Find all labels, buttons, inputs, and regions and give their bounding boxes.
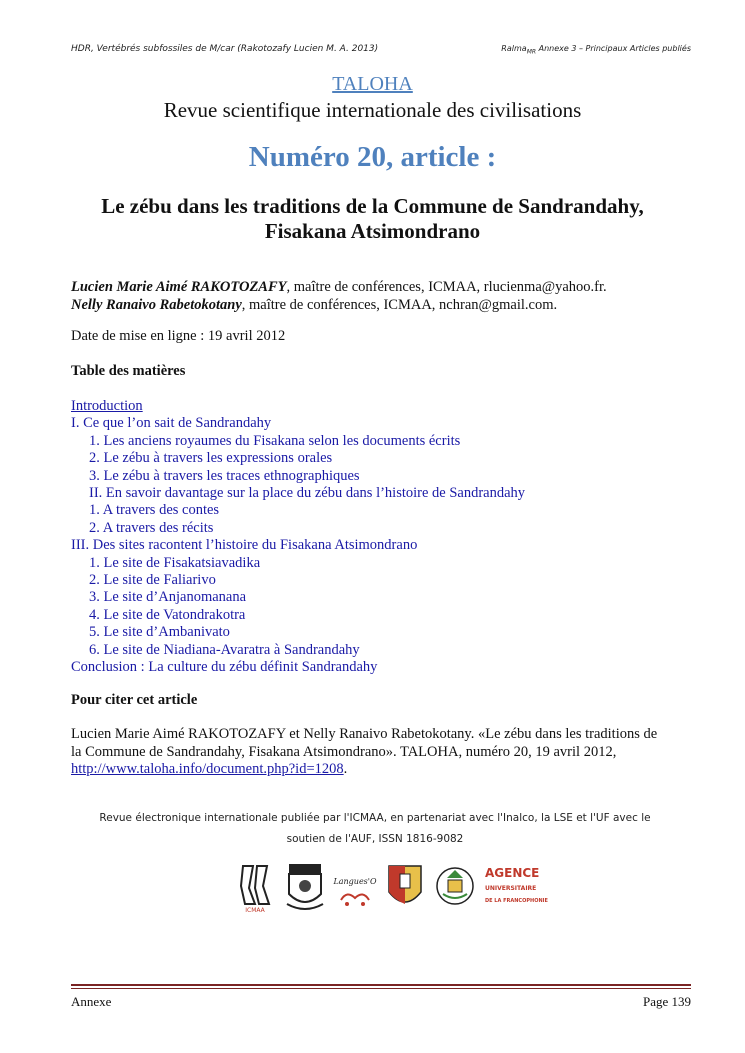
authors [71, 278, 691, 314]
toc-item[interactable]: 1. Les anciens royaumes du Fisakana selon les documents écrits [89, 432, 461, 449]
article-title: Le zébu dans les traditions de la Commune de Sandrandahy, Fisakana Atsimondrano [101, 194, 644, 243]
toc-item[interactable]: II. En savoir davantage sur la place du zébu dans l’histoire de Sandrandahy [89, 485, 526, 502]
svg-text:UNIVERSITAIRE: UNIVERSITAIRE [485, 885, 537, 892]
toc-item[interactable]: 2. Le zébu à travers les expressions orales [89, 450, 333, 467]
toc-item[interactable]: 2. Le site de Faliarivo [89, 572, 216, 589]
university-crest-logo [283, 860, 327, 914]
publication-date: Date de mise en ligne : 19 avril 2012 [71, 328, 286, 344]
svg-text:Langues'O: Langues'O [333, 877, 377, 886]
publisher-note: Revue électronique internationale publiée par l'ICMAA, en partenariat avec l'Inalco, la LSE et l'UF avec le soutien de l'AUF, ISSN 1816-9082 [99, 812, 651, 845]
emblem-logo [433, 860, 477, 914]
auf-logo [483, 860, 548, 914]
shield-logo [383, 860, 427, 914]
author-2: Nelly Ranaivo Rabetokotany, maître de conférences, ICMAA, nchran@gmail.com. [71, 297, 558, 313]
toc-item[interactable]: 3. Le site d’Anjanomanana [89, 589, 247, 606]
running-header-left: HDR, Vertébrés subfossiles de M/car (Rakotozafy Lucien M. A. 2013) [71, 44, 379, 54]
toc-item[interactable]: III. Des sites racontent l’histoire du Fisakana Atsimondrano [71, 537, 418, 554]
toc-item-conclusion[interactable]: Conclusion : La culture du zébu définit Sandrandahy [71, 659, 378, 676]
journal-name[interactable]: TALOHA [332, 73, 413, 95]
toc-item[interactable]: 6. Le site de Niadiana-Avaratra à Sandrandahy [89, 641, 360, 658]
langues-o-logo [333, 860, 377, 914]
toc-heading: Table des matières [71, 363, 186, 379]
svg-text:AGENCE: AGENCE [485, 866, 540, 880]
citation-text: Lucien Marie Aimé RAKOTOZAFY et Nelly Ranaivo Rabetokotany. «Le zébu dans les traditions de la Commune de Sandrandahy, Fisakana Atsimondrano». TALOHA, numéro 20, 19 avril 2012, http://www.taloha.info/document.php?id=1208. [71, 726, 658, 777]
citation-link[interactable]: http://www.taloha.info/document.php?id=1208 [71, 761, 344, 777]
issue-heading: Numéro 20, article : [248, 141, 497, 173]
svg-text:DE LA FRANCOPHONIE: DE LA FRANCOPHONIE [485, 898, 548, 904]
svg-text:ICMAA: ICMAA [245, 907, 265, 914]
partner-logos [233, 860, 548, 914]
toc-item[interactable]: I. Ce que l’on sait de Sandrandahy [71, 415, 272, 432]
citation-heading: Pour citer cet article [71, 692, 198, 708]
toc-item[interactable]: 3. Le zébu à travers les traces ethnographiques [89, 467, 360, 484]
toc-item-introduction[interactable]: Introduction [71, 398, 143, 414]
running-header-right: Ralma$_{MR}$ Annexe 3 – Principaux Articles publiés [501, 44, 691, 56]
journal-subtitle: Revue scientifique internationale des civilisations [163, 98, 582, 122]
footer-section: Annexe [71, 994, 112, 1009]
toc-item[interactable]: 4. Le site de Vatondrakotra [89, 606, 246, 623]
page-number: Page 139 [642, 994, 691, 1009]
footer-rule-thin [71, 988, 691, 989]
toc-item[interactable]: 1. Le site de Fisakatsiavadika [89, 554, 261, 571]
icmaa-logo [233, 860, 277, 914]
author-1: Lucien Marie Aimé RAKOTOZAFY, maître de conférences, ICMAA, rlucienma@yahoo.fr. [71, 279, 607, 295]
footer-rule [71, 984, 691, 986]
toc-item[interactable]: 2. A travers des récits [89, 519, 214, 536]
toc-item[interactable]: 5. Le site d’Ambanivato [89, 624, 230, 641]
table-of-contents [71, 398, 691, 677]
toc-item[interactable]: 1. A travers des contes [89, 502, 220, 519]
